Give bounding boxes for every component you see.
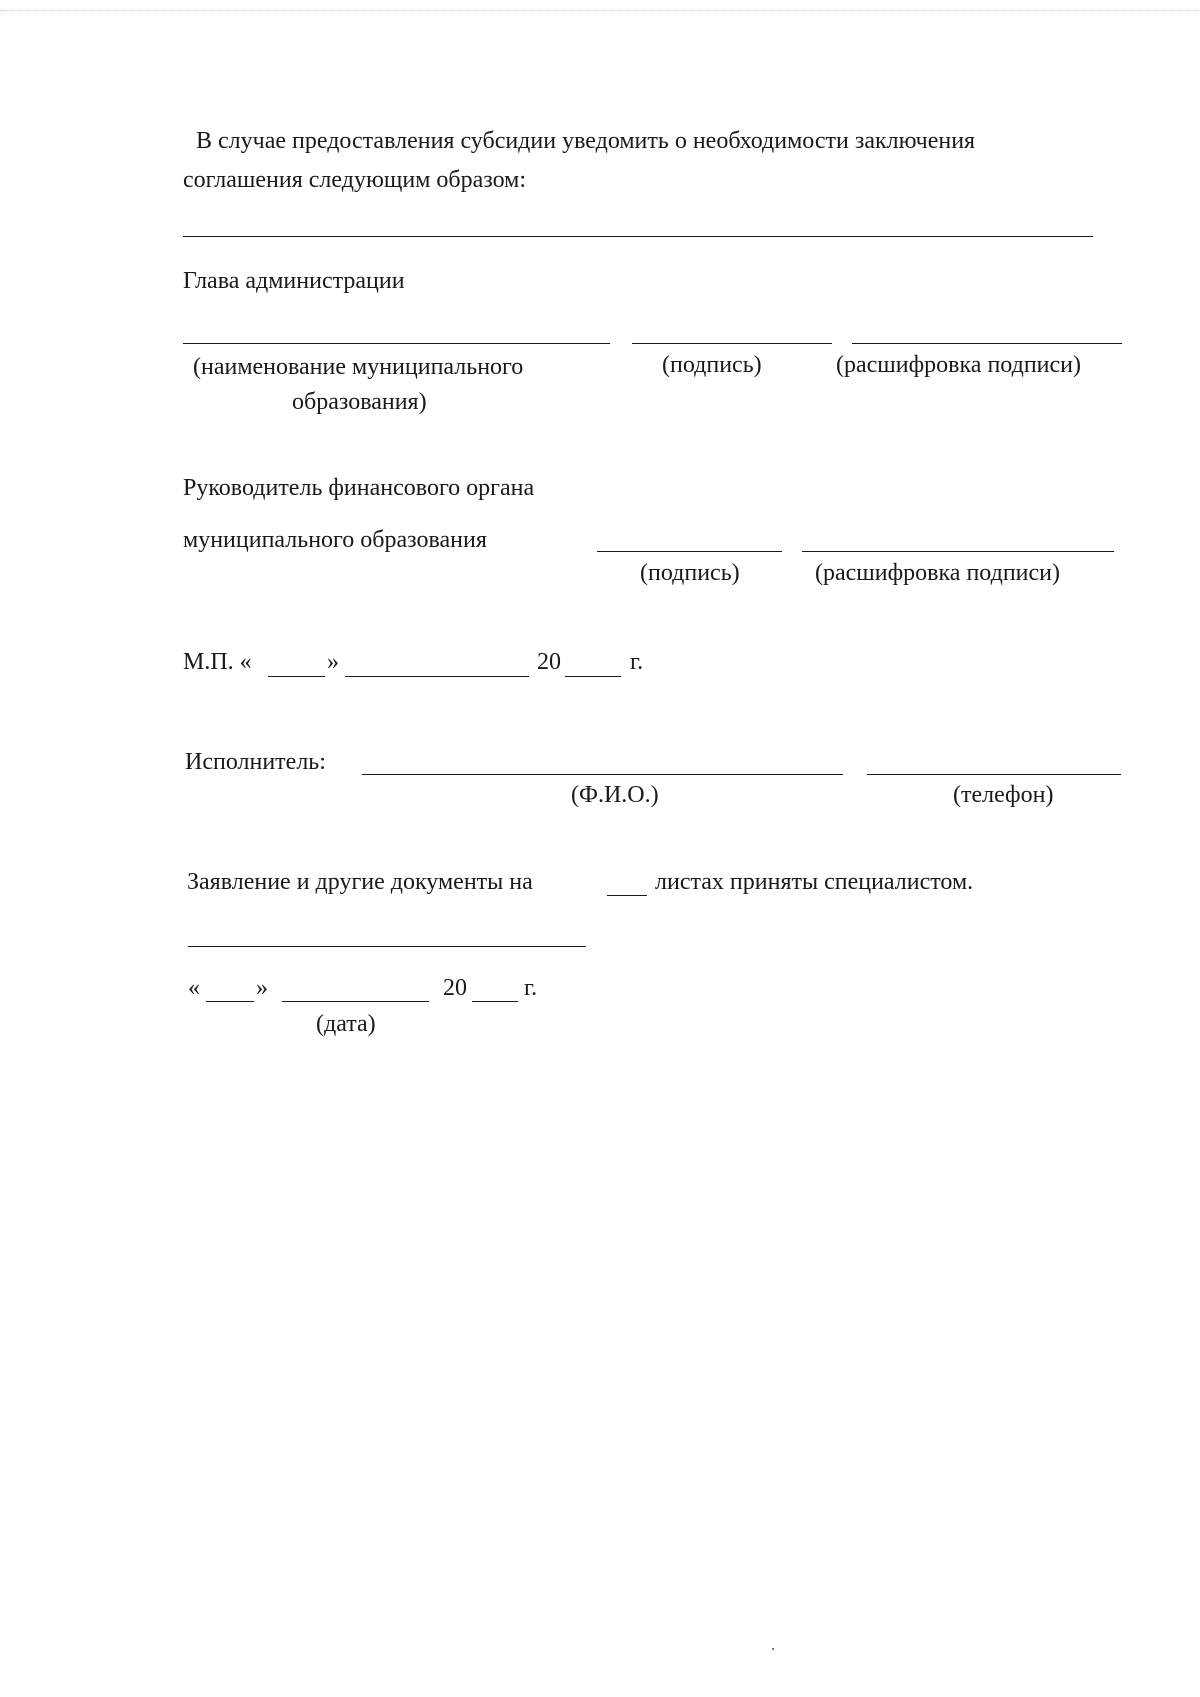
seal-year-prefix: 20 xyxy=(537,649,561,675)
date-month-blank xyxy=(282,1001,429,1002)
acceptance-text-before: Заявление и другие документы на xyxy=(187,869,533,895)
finance-title-1: Руководитель финансового органа xyxy=(183,475,535,501)
date-year-suffix: г. xyxy=(524,975,538,1001)
notice-line-2: соглашения следующим образом: xyxy=(183,167,526,193)
acceptance-text-after: листах приняты специалистом. xyxy=(655,869,974,895)
seal-year-blank xyxy=(565,676,621,677)
executor-phone-line xyxy=(867,774,1121,775)
date-close-quote: » xyxy=(256,975,268,1001)
date-year-prefix: 20 xyxy=(443,975,467,1001)
head-signature-line xyxy=(632,343,832,344)
finance-decoding-line xyxy=(802,551,1114,552)
municipality-caption-2: образования) xyxy=(292,389,427,415)
date-open-quote: « xyxy=(188,975,200,1001)
scan-edge-line xyxy=(0,10,1200,11)
seal-close-quote: » xyxy=(327,649,339,675)
executor-label: Исполнитель: xyxy=(185,749,326,775)
seal-year-suffix: г. xyxy=(630,649,644,675)
seal-mp-label: М.П. « xyxy=(183,649,252,675)
executor-fio-caption: (Ф.И.О.) xyxy=(571,782,659,808)
seal-month-blank xyxy=(345,676,529,677)
notice-blank-line xyxy=(183,236,1093,237)
executor-phone-caption: (телефон) xyxy=(953,782,1054,808)
scan-speck xyxy=(772,1648,774,1650)
finance-decoding-caption: (расшифровка подписи) xyxy=(815,560,1060,586)
date-caption: (дата) xyxy=(316,1011,376,1037)
head-signature-caption: (подпись) xyxy=(662,352,762,378)
finance-signature-line xyxy=(597,551,782,552)
finance-signature-caption: (подпись) xyxy=(640,560,740,586)
acceptance-sheets-blank xyxy=(607,895,647,896)
date-year-blank xyxy=(472,1001,518,1002)
notice-line-1: В случае предоставления субсидии уведомить о необходимости заключения xyxy=(196,128,976,154)
seal-day-blank xyxy=(268,676,325,677)
municipality-caption-1: (наименование муниципального xyxy=(193,354,524,380)
head-decoding-line xyxy=(852,343,1122,344)
head-decoding-caption: (расшифровка подписи) xyxy=(836,352,1081,378)
executor-fio-line xyxy=(362,774,843,775)
finance-title-2: муниципального образования xyxy=(183,527,487,553)
head-title: Глава администрации xyxy=(183,268,405,294)
date-day-blank xyxy=(206,1001,254,1002)
specialist-signature-line xyxy=(188,946,586,947)
municipality-name-line xyxy=(183,343,610,344)
